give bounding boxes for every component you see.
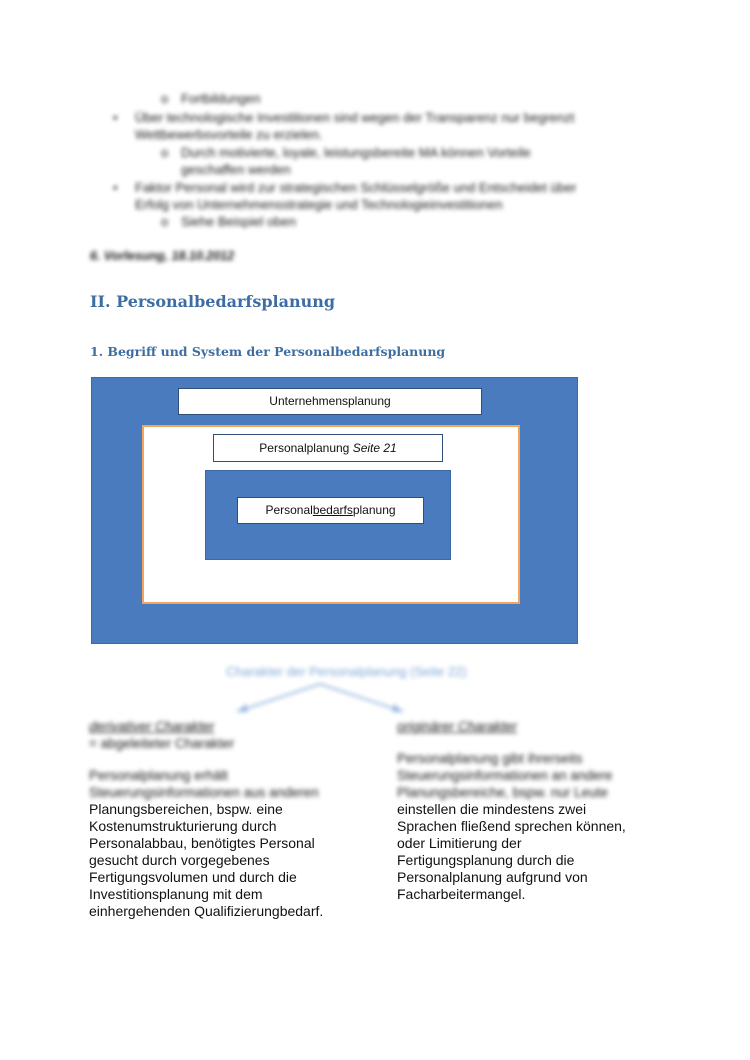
- list-item: o Durch motivierte, loyale, leistungsbereite MA können Vorteile: [161, 145, 531, 160]
- arrow-left: [242, 684, 320, 710]
- original-column: [397, 718, 677, 903]
- original-text-line: einstellen die mindestens zwei: [397, 801, 587, 817]
- derivative-text-line: Kostenumstrukturierung durch: [89, 818, 277, 834]
- derivative-column: [89, 718, 379, 920]
- arrow-right: [320, 684, 398, 710]
- derivative-text-line: Investitionsplanung mit dem: [89, 886, 263, 902]
- derivative-text-line: gesucht durch vorgegebenes: [89, 852, 270, 868]
- derivative-text-blurred: Personalplanung erhält: [89, 768, 228, 783]
- original-heading: originärer Charakter: [397, 719, 518, 734]
- list-item: • Über technologische Investitionen sind wegen der Transparenz nur begrenzt: [113, 110, 575, 125]
- original-text-blurred: Steuerungsinformationen an andere: [397, 768, 613, 783]
- section-heading: II. Personalbedarfsplanung: [90, 292, 336, 311]
- original-text-line: Sprachen fließend sprechen können,: [397, 818, 626, 834]
- original-text-line: Personalplanung aufgrund von: [397, 869, 588, 885]
- derivative-subheading: = abgeleiteter Charakter: [89, 736, 235, 751]
- subsection-heading: 1. Begriff und System der Personalbedarfsplanung: [90, 344, 446, 359]
- derivative-text-line: einhergehenden Qualifizierungbedarf.: [89, 903, 324, 919]
- derivative-text-line: Planungsbereichen, bspw. eine: [89, 801, 283, 817]
- personalplanung-box: Personalplanung Seite 21: [213, 434, 443, 462]
- original-text-line: oder Limitierung der: [397, 835, 522, 851]
- arrowhead-left: [236, 704, 248, 712]
- original-text-line: Fertigungsplanung durch die: [397, 852, 575, 868]
- derivative-heading: derivativer Charakter: [89, 719, 215, 734]
- personalbedarfsplanung-box: Personalbedarfsplanung: [237, 497, 424, 524]
- original-text-blurred: Personalplanung gibt ihrerseits: [397, 751, 583, 766]
- list-item-continuation: Wettbewerbsvorteile zu erzielen.: [135, 127, 323, 142]
- original-text-line: Facharbeitermangel.: [397, 886, 526, 902]
- arrowhead-right: [392, 704, 404, 712]
- unternehmensplanung-box: Unternehmensplanung: [178, 388, 482, 415]
- derivative-text-line: Fertigungsvolumen und durch die: [89, 869, 297, 885]
- lecture-date: 6. Vorlesung, 18.10.2012: [90, 249, 235, 263]
- character-title: Charakter der Personalplanung (Seite 22): [226, 664, 467, 679]
- list-item: o Siehe Beispiel oben: [161, 214, 296, 229]
- list-item: o Fortbildungen: [161, 91, 261, 106]
- list-item-continuation: geschaffen werden: [181, 162, 291, 177]
- derivative-text-line: Personalabbau, benötigtes Personal: [89, 835, 315, 851]
- list-item-continuation: Erfolg von Unternehmensstrategie und Technologieinvestitionen: [135, 197, 503, 212]
- planning-diagram: [91, 377, 578, 644]
- list-item: • Faktor Personal wird zur strategischen Schlüsselgröße und Entscheidet über: [113, 180, 577, 195]
- original-text-blurred: Planungsbereiche, bspw. nur Leute: [397, 785, 608, 800]
- derivative-text-blurred: Steuerungsinformationen aus anderen: [89, 785, 319, 800]
- branch-arrows: [220, 678, 410, 718]
